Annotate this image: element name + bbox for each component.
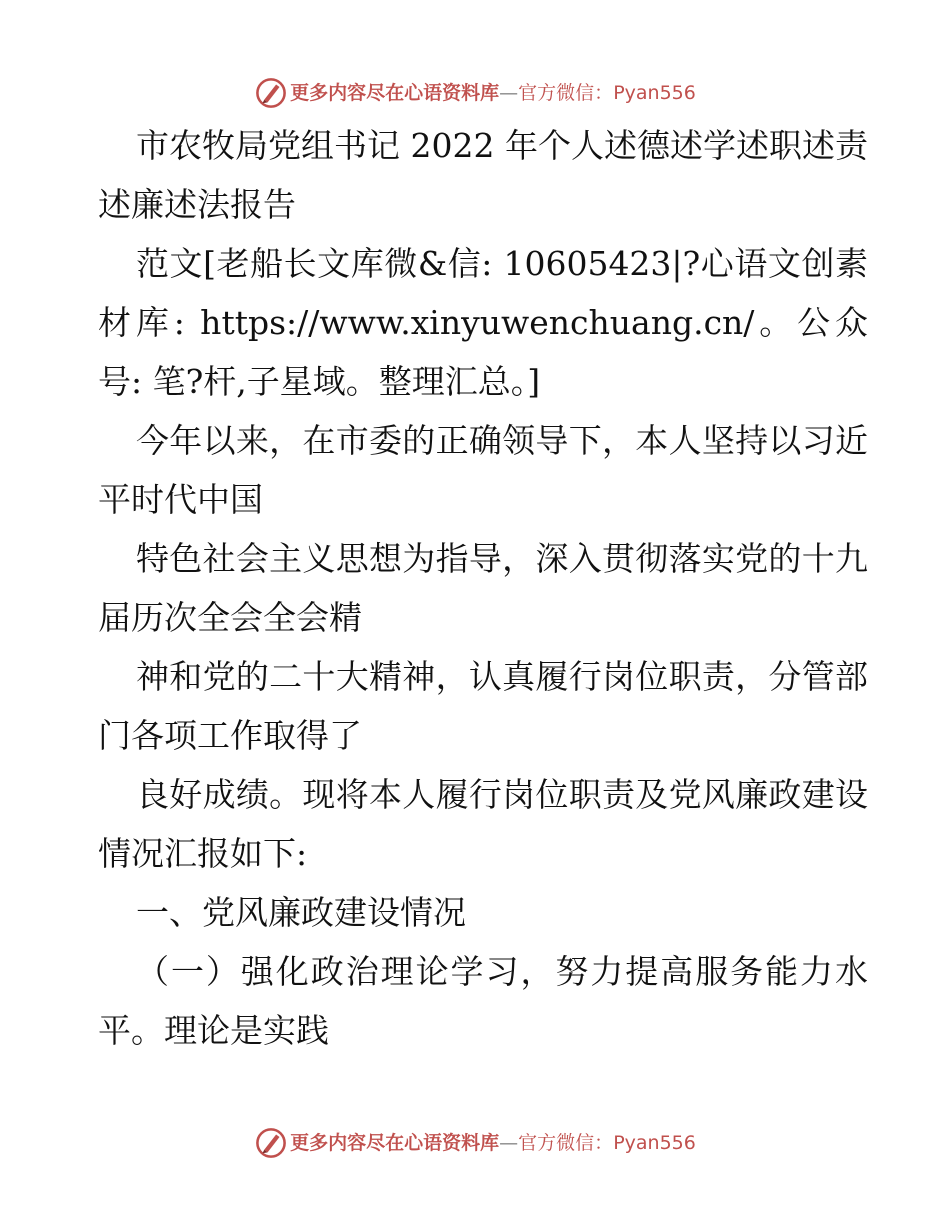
pen-logo-icon	[254, 76, 288, 110]
document-body	[98, 116, 868, 1060]
watermark-contact-label: 官方微信：	[518, 1132, 614, 1154]
subsection-heading: （一）强化政治理论学习，努力提高服务能力水平。理论是实践	[98, 952, 868, 1050]
footer-watermark	[0, 1126, 950, 1160]
source-note: 范文[老船长文库微&信: 10605423|?心语文创素材库: https://www.xinyuwenchuang.cn/。公众号: 笔?杆,子星域。整理汇总。]	[98, 244, 868, 401]
watermark-contact-label: 官方微信：	[518, 82, 614, 104]
body-paragraph: 今年以来，在市委的正确领导下，本人坚持以习近平时代中国	[98, 421, 868, 519]
watermark-text: 更多内容尽在心语资料库	[290, 82, 500, 104]
watermark-text: 更多内容尽在心语资料库	[290, 1132, 500, 1154]
pen-logo-icon	[254, 1126, 288, 1160]
watermark-contact-id: Pyan556	[613, 1132, 696, 1154]
header-watermark	[0, 76, 950, 110]
document-title: 市农牧局党组书记 2022 年个人述德述学述职述责述廉述法报告	[98, 126, 868, 224]
body-paragraph: 良好成绩。现将本人履行岗位职责及党风廉政建设情况汇报如下:	[98, 775, 868, 873]
body-paragraph: 特色社会主义思想为指导，深入贯彻落实党的十九届历次全会全会精	[98, 539, 868, 637]
watermark-separator: —	[499, 1132, 519, 1154]
body-paragraph: 神和党的二十大精神，认真履行岗位职责，分管部门各项工作取得了	[98, 657, 868, 755]
watermark-separator: —	[499, 82, 519, 104]
watermark-contact-id: Pyan556	[613, 82, 696, 104]
section-heading: 一、党风廉政建设情况	[136, 893, 466, 932]
